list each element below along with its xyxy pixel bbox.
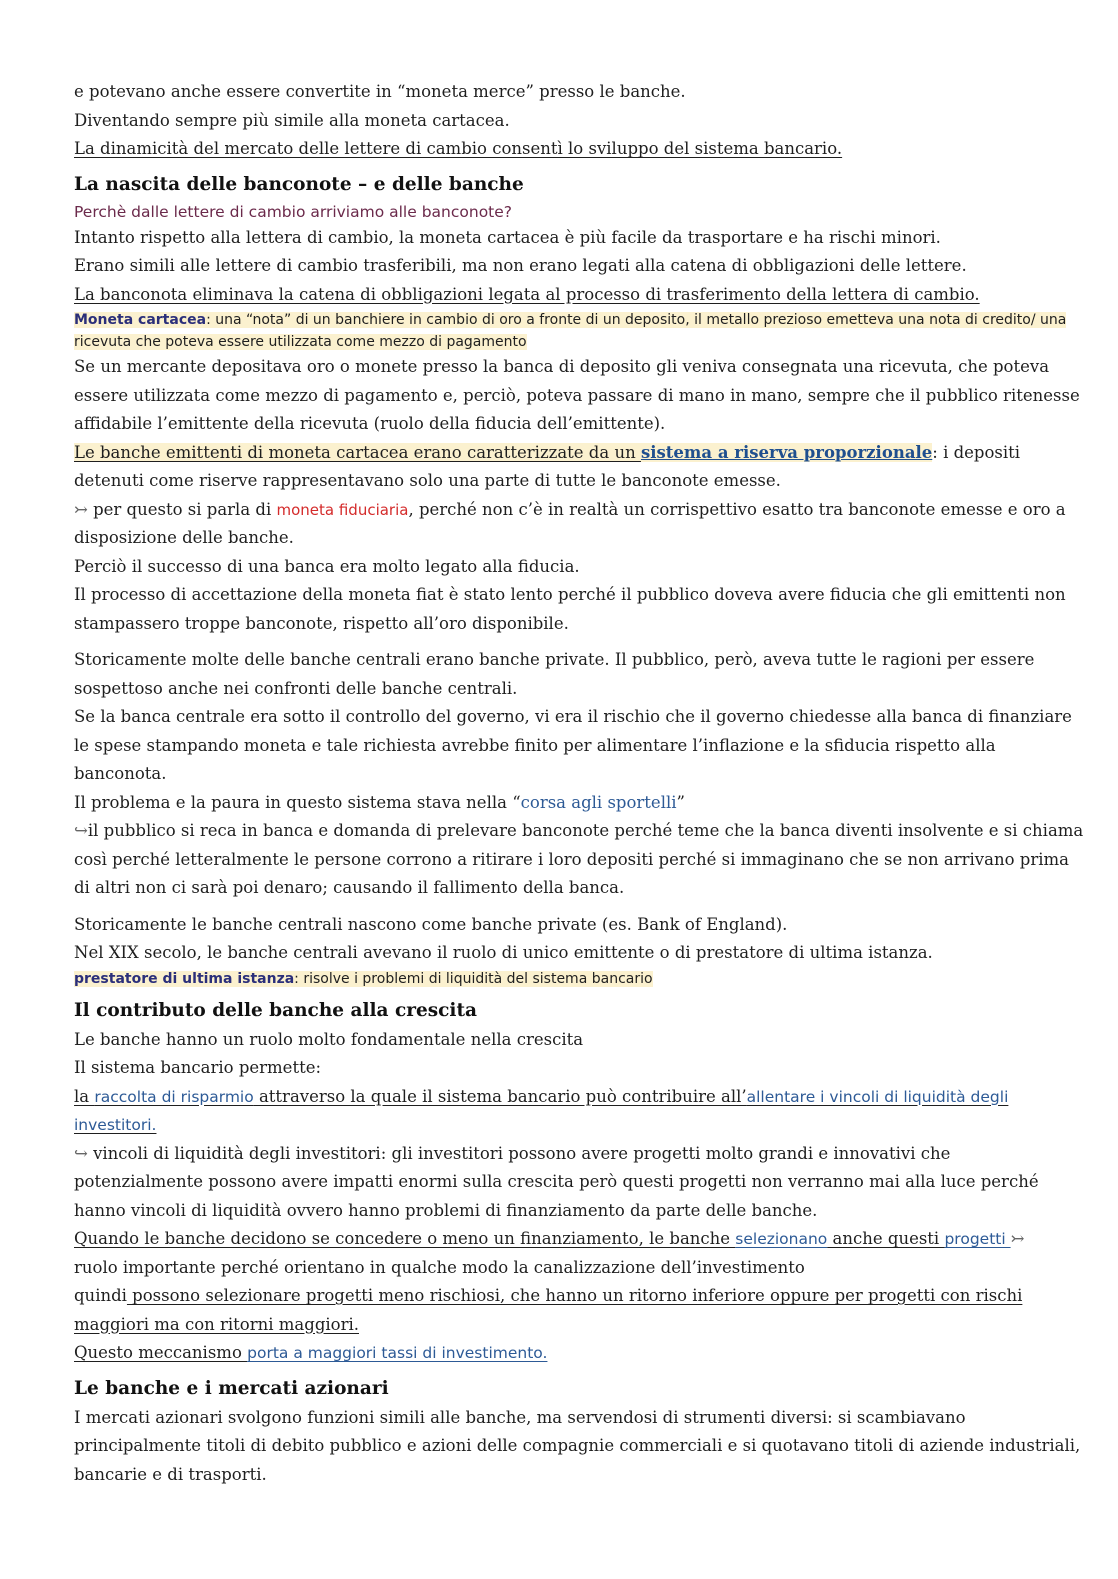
arrow-icon: ↣ <box>1010 1229 1025 1248</box>
section-title-crescita: Il contributo delle banche alla crescita <box>74 999 477 1021</box>
highlighted-term: porta a maggiori tassi di investimento. <box>247 1344 548 1362</box>
highlighted-term: progetti <box>944 1230 1011 1248</box>
highlighted-term: moneta fiduciaria <box>276 500 409 519</box>
highlighted-term: corsa agli sportelli <box>520 792 677 812</box>
paragraph: Questo meccanismo porta a maggiori tassi di investimento. <box>74 1343 548 1362</box>
paragraph: ↪ vincoli di liquidità degli investitori: gli investitori possono avere progetti molto grandi e innovativi che potenzialmente possono avere impatti enormi sulla crescita però questi progetti non verranno mai alla luce perché hanno vincoli di liquidità ovvero hanno problemi di finanziamento da parte delle banche. <box>74 1143 1039 1220</box>
paragraph: Storicamente le banche centrali nascono come banche private (es. Bank of England). <box>74 914 788 934</box>
intro-line-3: La dinamicità del mercato delle lettere di cambio consentì lo sviluppo del sistema bancario. <box>74 139 843 158</box>
paragraph: Se un mercante depositava oro o monete presso la banca di deposito gli veniva consegnata una ricevuta, che poteva essere utilizzata come mezzo di pagamento e, perciò, poteva passare di mano in mano, sempre che il pubblico ritenesse affidabile l’emittente della ricevuta (ruolo della fiducia dell’emittente). <box>74 357 1080 433</box>
definition-term: Moneta cartacea <box>74 312 207 328</box>
paragraph: Se la banca centrale era sotto il controllo del governo, vi era il rischio che il governo chiedesse alla banca di finanziare le spese stampando moneta e tale richiesta avrebbe finito per alimentare l’inflazione e la sfiducia rispetto alla banconota. <box>74 707 1072 783</box>
paragraph: Intanto rispetto alla lettera di cambio, la moneta cartacea è più facile da trasportare e ha rischi minori. <box>74 227 941 247</box>
paragraph: Erano simili alle lettere di cambio trasferibili, ma non erano legati alla catena di obbligazioni delle lettere. <box>74 256 967 275</box>
paragraph: Perciò il successo di una banca era molto legato alla fiducia. <box>74 556 580 576</box>
section-question: Perchè dalle lettere di cambio arriviamo alle banconote? <box>74 202 513 221</box>
paragraph: Le banche emittenti di moneta cartacea erano caratterizzate da un sistema a riserva proporzionale: i depositi detenuti come riserve rappresentavano solo una parte di tutte le banconote emesse. <box>74 442 1021 490</box>
highlighted-term: sistema a riserva proporzionale <box>640 442 933 462</box>
paragraph: Storicamente molte delle banche centrali erano banche private. Il pubblico, però, aveva tutte le ragioni per essere sospettoso anche nei confronti delle banche centrali. <box>74 650 1035 698</box>
highlighted-term: allentare i vincoli di liquidità degli investitori. <box>74 1087 1009 1134</box>
definition-note <box>74 968 1084 990</box>
paragraph: Il sistema bancario permette: <box>74 1058 322 1077</box>
highlighted-term: selezionano <box>735 1230 828 1248</box>
intro-line-2: Diventando sempre più simile alla moneta cartacea. <box>74 110 510 130</box>
definition-text: : una “nota” di un banchiere in cambio di oro a fronte di un deposito, il metallo prezioso emetteva una nota di credito/ una ricevuta che poteva essere utilizzata come mezzo di pagamento <box>74 312 1067 350</box>
paragraph: La banconota eliminava la catena di obbligazioni legata al processo di trasferimento della lettera di cambio. <box>74 284 980 304</box>
paragraph: ↪il pubblico si reca in banca e domanda di prelevare banconote perché teme che la banca diventi insolvente e si chiama così perché letteralmente le persone corrono a ritirare i loro depositi perché si immaginano che se non arrivano prima di altri non ci sarà poi denaro; causando il fallimento della banca. <box>74 821 1084 897</box>
paragraph: la raccolta di risparmio attraverso la quale il sistema bancario può contribuire all’allentare i vincoli di liquidità degli investitori. <box>74 1086 1009 1134</box>
paragraph: Il problema e la paura in questo sistema stava nella “corsa agli sportelli” <box>74 792 685 812</box>
paragraph: I mercati azionari svolgono funzioni simili alle banche, ma servendosi di strumenti diversi: si scambiavano principalmente titoli di debito pubblico e azioni delle compagnie commerciali e si quotavano titoli di aziende industriali, bancarie e di trasporti. <box>74 1407 1081 1484</box>
paragraph: quindi possono selezionare progetti meno rischiosi, che hanno un ritorno inferiore oppure per progetti con rischi maggiori ma con ritorni maggiori. <box>74 1286 1023 1334</box>
document-page <box>74 78 1084 1489</box>
arrow-icon: ↣ <box>74 499 88 519</box>
section-title-banconote: La nascita delle banconote – e delle banche <box>74 173 524 195</box>
paragraph: ruolo importante perché orientano in qualche modo la canalizzazione dell’investimento <box>74 1257 805 1277</box>
paragraph: ↣ per questo si parla di moneta fiduciaria, perché non c’è in realtà un corrispettivo esatto tra banconote emesse e oro a disposizione delle banche. <box>74 499 1066 547</box>
paragraph: Le banche hanno un ruolo molto fondamentale nella crescita <box>74 1029 584 1049</box>
paragraph: Il processo di accettazione della moneta fiat è stato lento perché il pubblico doveva avere fiducia che gli emittenti non stampassero troppe banconote, rispetto all’oro disponibile. <box>74 585 1066 633</box>
paragraph: Quando le banche decidono se concedere o meno un finanziamento, le banche selezionano anche questi progetti ↣ <box>74 1229 1025 1248</box>
hook-arrow-icon: ↪ <box>74 1143 88 1163</box>
definition-text: : risolve i problemi di liquidità del sistema bancario <box>294 970 653 987</box>
highlighted-term: raccolta di risparmio <box>94 1087 254 1106</box>
definition-note <box>74 309 1084 353</box>
definition-term: prestatore di ultima istanza <box>74 970 295 987</box>
paragraph: Nel XIX secolo, le banche centrali avevano il ruolo di unico emittente o di prestatore di ultima istanza. <box>74 943 933 962</box>
intro-line-1: e potevano anche essere convertite in “moneta merce” presso le banche. <box>74 82 686 101</box>
section-title-mercati: Le banche e i mercati azionari <box>74 1377 389 1399</box>
hook-arrow-icon: ↪ <box>74 821 88 840</box>
